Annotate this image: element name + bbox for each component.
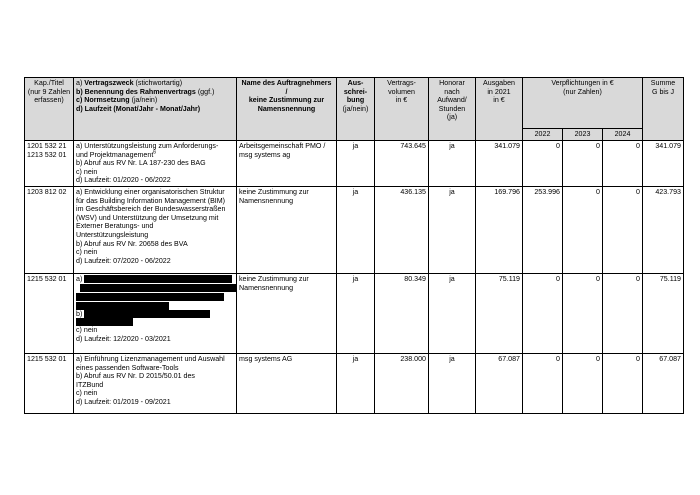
cell-volumen: 238.000 — [375, 353, 429, 413]
header-auftragnehmer: Name des Auftragnehmers / keine Zustimmung zur Namensnennung — [237, 78, 337, 141]
cell-2024: 0 — [603, 273, 643, 353]
redaction-block — [76, 293, 224, 301]
cell-2022: 253.996 — [523, 186, 563, 273]
cell-auftragnehmer: msg systems AG — [237, 353, 337, 413]
redaction-block — [84, 310, 210, 318]
cell-2023: 0 — [563, 353, 603, 413]
cell-honorar: ja — [429, 353, 476, 413]
cell-ausgaben: 67.087 — [476, 353, 523, 413]
cell-ausschreibung: ja — [337, 353, 375, 413]
cell-description: a) Unterstützungsleistung zum Anforderungs- und Projektmanagement$^6$ b) Abruf aus RV Nr. LA 187-230 des BAG c) nein d) Laufzeit: 01/2020 - 06/2022 — [74, 141, 237, 187]
header-vertragszweck: a) Vertragszweck (stichwortartig) b) Benennung des Rahmenvertrags (ggf.) c) Normsetzung (ja/nein) d) Laufzeit (Monat/Jahr - Monat/Jahr) — [74, 78, 237, 141]
cell-description: a) b) c) nein d) Laufzeit: 12/2020 - 03/2021 — [74, 273, 237, 353]
cell-2024: 0 — [603, 186, 643, 273]
cell-2024: 0 — [603, 353, 643, 413]
cell-ausschreibung: ja — [337, 186, 375, 273]
table-row — [25, 353, 684, 413]
cell-2022: 0 — [523, 353, 563, 413]
cell-ausschreibung: ja — [337, 141, 375, 187]
cell-auftragnehmer: keine Zustimmung zur Namensnennung — [237, 273, 337, 353]
cell-2022: 0 — [523, 273, 563, 353]
contracts-table — [24, 77, 684, 414]
table-row — [25, 186, 684, 273]
header-vertragsvolumen: Vertrags- volumen in € — [375, 78, 429, 141]
table-row — [25, 141, 684, 187]
cell-2023: 0 — [563, 186, 603, 273]
cell-description: a) Entwicklung einer organisatorischen Struktur für das Building Information Management (BIM) im Geschäftsbereich der Bundeswasserstraßen (WSV) und Unterstützung der Umsetzung mit Externer Beratungs- und Unterstützungsleistung b) Abruf aus RV Nr. 20658 des BVA c) nein d) Laufzeit: 07/2020 - 06/2022 — [74, 186, 237, 273]
cell-kap: 1203 812 02 — [25, 186, 74, 273]
cell-honorar: ja — [429, 186, 476, 273]
cell-kap: 1201 532 21 1213 532 01 — [25, 141, 74, 187]
cell-auftragnehmer: Arbeitsgemeinschaft PMO / msg systems ag — [237, 141, 337, 187]
header-summe: Summe G bis J — [643, 78, 684, 141]
cell-2022: 0 — [523, 141, 563, 187]
cell-2024: 0 — [603, 141, 643, 187]
cell-ausgaben: 341.079 — [476, 141, 523, 187]
cell-kap: 1215 532 01 — [25, 273, 74, 353]
cell-summe: 341.079 — [643, 141, 684, 187]
header-ausschreibung: Aus- schrei- bung (ja/nein) — [337, 78, 375, 141]
cell-volumen: 743.645 — [375, 141, 429, 187]
cell-honorar: ja — [429, 141, 476, 187]
cell-volumen: 80.349 — [375, 273, 429, 353]
redaction-block — [84, 275, 232, 283]
table-row — [25, 273, 684, 353]
cell-ausschreibung: ja — [337, 273, 375, 353]
redaction-block — [76, 318, 133, 326]
cell-summe: 75.119 — [643, 273, 684, 353]
redaction-block — [80, 284, 237, 292]
cell-summe: 423.793 — [643, 186, 684, 273]
cell-summe: 67.087 — [643, 353, 684, 413]
cell-honorar: ja — [429, 273, 476, 353]
cell-kap: 1215 532 01 — [25, 353, 74, 413]
header-ausgaben: Ausgaben in 2021 in € — [476, 78, 523, 141]
cell-ausgaben: 169.796 — [476, 186, 523, 273]
cell-2023: 0 — [563, 273, 603, 353]
header-honorar: Honorar nach Aufwand/ Stunden (ja) — [429, 78, 476, 141]
header-kap-titel: Kap./Titel (nur 9 Zahlen erfassen) — [25, 78, 74, 141]
header-verpflichtungen: Verpflichtungen in € (nur Zahlen) — [523, 78, 643, 129]
header-year-2024: 2024 — [603, 129, 643, 141]
redaction-block — [76, 302, 169, 310]
header-year-2022: 2022 — [523, 129, 563, 141]
cell-ausgaben: 75.119 — [476, 273, 523, 353]
cell-volumen: 436.135 — [375, 186, 429, 273]
header-row — [25, 78, 684, 129]
cell-description: a) Einführung Lizenzmanagement und Auswahl eines passenden Software-Tools b) Abruf aus RV Nr. D 2015/50.01 des ITZBund c) nein d) Laufzeit: 01/2019 - 09/2021 — [74, 353, 237, 413]
header-year-2023: 2023 — [563, 129, 603, 141]
cell-2023: 0 — [563, 141, 603, 187]
cell-auftragnehmer: keine Zustimmung zur Namensnennung — [237, 186, 337, 273]
